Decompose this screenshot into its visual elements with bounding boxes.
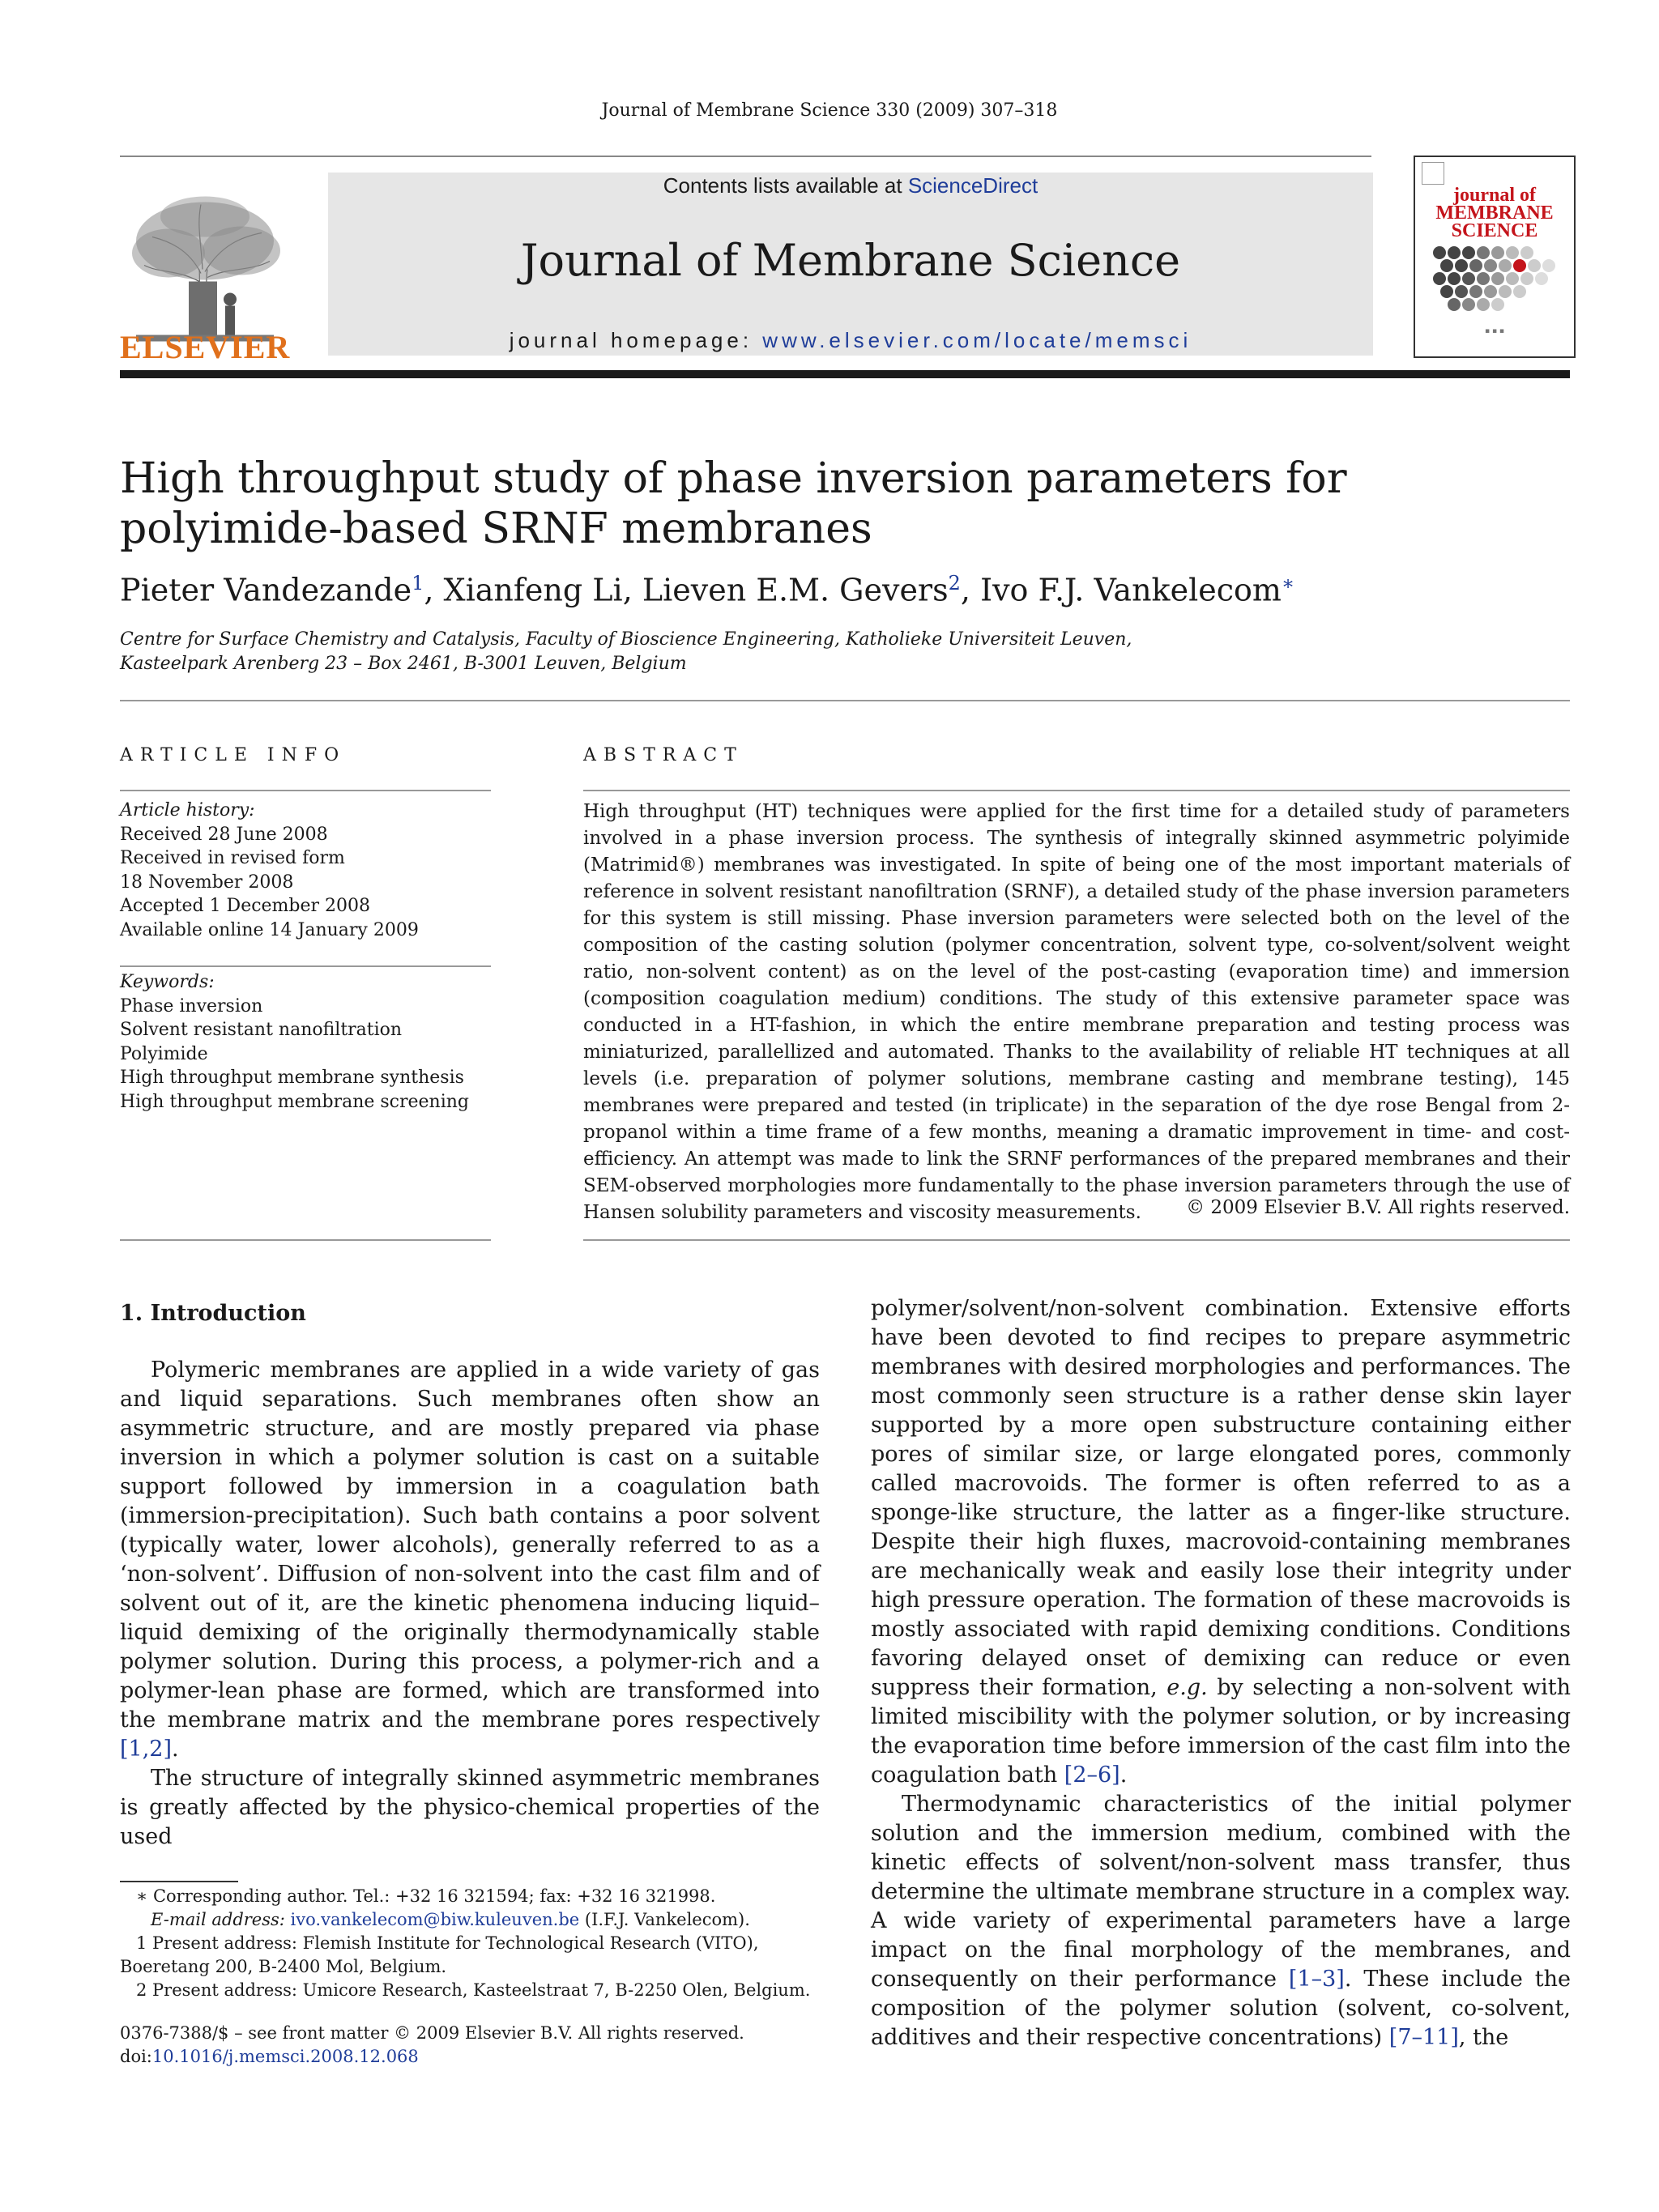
affiliation-line: Kasteelpark Arenberg 23 – Box 2461, B-3001 Leuven, Belgium <box>120 654 687 674</box>
top-rule <box>120 156 1371 157</box>
doi-link[interactable]: 10.1016/j.memsci.2008.12.068 <box>151 2047 419 2066</box>
citation-link[interactable]: [7–11] <box>1388 2025 1459 2050</box>
running-head: Journal of Membrane Science 330 (2009) 307–318 <box>601 100 1058 121</box>
elsevier-wordmark: ELSEVIER <box>120 329 291 365</box>
journal-title: Journal of Membrane Science <box>520 235 1181 286</box>
email-suffix: (I.F.J. Vankelecom). <box>579 1910 750 1929</box>
journal-homepage <box>328 328 1373 353</box>
article-info-bottom-rule <box>120 1239 491 1241</box>
doi-line <box>120 2045 820 2069</box>
abstract-text: High throughput (HT) techniques were applied for the first time for a detailed study of parameters involved in a phase inversion process. The synthesis of integrally skinned asymmetric polyimide (Matrimid®) membranes was investigated. In spite of being one of the most important materials of reference in solvent resistant nanofiltration (SRNF), a detailed study of the phase inversion parameters for this system is still missing. Phase inversion parameters were selected both on the level of the composition of the casting solution (polymer concentration, solvent type, co-solvent/solvent weight ratio, non-solvent content) as on the level of the post-casting (evaporation time) and immersion (composition coagulation medium) conditions. The study of this extensive parameter space was conducted in a HT-fashion, in which the entire membrane preparation and testing process was miniaturized, parallellized and automated. Thanks to the availability of reliable HT techniques at all levels (i.e. preparation of polymer solutions, membrane casting and membrane testing), 145 membranes were prepared and tested (in triplicate) in the separation of the dye rose Bengal from 2-propanol within a time frame of a few months, meaning a dramatic improvement in time- and cost-efficiency. An attempt was made to link the SRNF performances of the prepared membranes and their SEM-observed morphologies more fundamentally to the phase inversion parameters through the use of Hansen solubility parameters and viscosity measurements. <box>583 801 1570 1223</box>
paragraph-text: polymer/solvent/non-solvent combination. Extensive efforts have been devoted to find recipes to prepare asymmetric membranes with desired morphologies and performances. The most commonly seen structure is a rather dense skin layer supported by a more open substructure containing either pores of similar size, or large elongated pores, commonly called macrovoids. The former is often referred to as a sponge-like structure, the latter as a finger-like structure. Despite their high fluxes, macrovoid-containing membranes are mechanically weak and easily lose their integrity under high pressure operation. The formation of these macrovoids is mostly associated with rapid demixing conditions. Conditions favoring delayed onset of demixing can reduce or even suppress their formation, <box>871 1296 1571 1700</box>
author-list: Pieter Vandezande$^1$, Xianfeng Li, Lieven E.M. Gevers$^2$, Ivo F.J. Vankelecom∗ <box>120 572 1295 608</box>
author-name: Lieven E.M. Gevers <box>642 572 949 608</box>
keyword: High throughput membrane screening <box>120 1091 470 1112</box>
email-link[interactable]: ivo.vankelecom@biw.kuleuven.be <box>290 1910 580 1929</box>
article-title: High throughput study of phase inversion parameters for polyimide-based SRNF membranes <box>120 454 1347 553</box>
history-item: Available online 14 January 2009 <box>120 919 419 940</box>
emphasis-eg: e.g. <box>1166 1675 1208 1700</box>
footnote-corresponding: ∗ Corresponding author. Tel.: +32 16 321594; fax: +32 16 321998. <box>136 1886 716 1906</box>
doi-label: doi: <box>120 2047 152 2066</box>
affiliation <box>120 628 1570 676</box>
history-item: Received 28 June 2008 <box>120 824 328 845</box>
paragraph-text: Thermodynamic characteristics of the initial polymer solution and the immersion medium, combined with the kinetic effects of solvent/non-solvent mass transfer, thus determine the ultimate membrane structure in a complex way. A wide variety of experimental parameters have a large impact on the final morphology of the membranes, and consequently on their performance <box>871 1792 1571 1992</box>
abstract-rule <box>583 790 1570 791</box>
keywords-label: Keywords: <box>120 972 215 992</box>
paragraph <box>871 1790 1571 2052</box>
keywords-rule <box>120 965 491 967</box>
abstract-heading: ABSTRACT <box>583 745 744 765</box>
history-label: Article history: <box>120 800 255 820</box>
author-name: Ivo F.J. Vankelecom <box>980 572 1282 608</box>
email-label: E-mail address: <box>151 1910 291 1929</box>
citation-link[interactable]: [2–6] <box>1064 1762 1120 1788</box>
paragraph-text: The structure of integrally skinned asymmetric membranes is greatly affected by the physico-chemical properties of the used <box>120 1766 820 1849</box>
paragraph: polymer/solvent/non-solvent combination. Extensive efforts have been devoted to find recipes to prepare asymmetric membranes with desired morphologies and performances. The most commonly seen structure is a rather dense skin layer supported by a more open substructure containing either pores of similar size, or large elongated pores, commonly called macrovoids. The former is often referred to as a sponge-like structure, the latter as a finger-like structure. Despite their high fluxes, macrovoid-containing membranes are mechanically weak and easily lose their integrity under high pressure operation. The formation of these macrovoids is mostly associated with rapid demixing conditions. Conditions favoring delayed onset of demixing can reduce or even suppress their formation, e.g. by selecting a non-solvent with limited miscibility with the polymer solution, or by increasing the evaporation time before immersion of the cast film into the coagulation bath [2–6]. <box>871 1296 1572 1788</box>
footnote-email <box>120 1908 820 1932</box>
affiliation-line: Centre for Surface Chemistry and Catalysis, Faculty of Bioscience Engineering, Katholieke Universiteit Leuven, <box>120 629 1132 650</box>
cover-molecule-graphic <box>1430 241 1559 319</box>
homepage-link[interactable]: www.elsevier.com/locate/memsci <box>762 328 1192 352</box>
citation-link[interactable]: [1,2] <box>120 1737 173 1762</box>
sciencedirect-link[interactable]: ScienceDirect <box>907 173 1038 198</box>
keyword: Polyimide <box>120 1043 208 1064</box>
left-column <box>120 1356 820 1852</box>
front-matter-info <box>120 2022 820 2069</box>
paragraph: Polymeric membranes are applied in a wide variety of gas and liquid separations. Such membranes often show an asymmetric structure, and are mostly prepared via phase inversion in which a polymer solution is cast on a suitable support followed by immersion in a coagulation bath (immersion-precipitation). Such bath contains a poor solvent (typically water, lower alcohols), generally referred to as a ‘non-solvent’. Diffusion of non-solvent into the cast film and of solvent out of it, are the kinetic phenomena inducing liquid–liquid demixing of the originally thermodynamically stable polymer solution. During this process, a polymer-rich and a polymer-lean phase are formed, which are transformed into the membrane matrix and the membrane pores respectively [1,2]. <box>120 1357 820 1762</box>
corresponding-author-mark[interactable]: ∗ <box>1281 572 1295 595</box>
cover-publisher-icon <box>1422 162 1444 185</box>
abstract-copyright: © 2009 Elsevier B.V. All rights reserved. <box>1186 1197 1570 1218</box>
paragraph-text: by selecting a non-solvent with limited miscibility with the polymer solution, or by increasing the evaporation time before immersion of the cast film into the coagulation bath <box>871 1675 1572 1788</box>
contents-prefix: Contents lists available at <box>663 173 908 198</box>
history-item: Received in revised form <box>120 848 345 868</box>
keyword: Phase inversion <box>120 995 263 1016</box>
keyword: Solvent resistant nanofiltration <box>120 1020 403 1040</box>
keyword: High throughput membrane synthesis <box>120 1068 464 1088</box>
title-rule <box>120 700 1570 701</box>
author-name: Xianfeng Li <box>443 572 623 608</box>
paragraph <box>120 1764 820 1852</box>
article-history <box>120 799 491 942</box>
footnote-1: 1 Present address: Flemish Institute for Technological Research (VITO), Boeretang 200, B-2400 Mol, Belgium. <box>120 1933 759 1976</box>
citation-link[interactable]: [1–3] <box>1288 1967 1345 1992</box>
history-item: Accepted 1 December 2008 <box>120 896 371 916</box>
history-item: 18 November 2008 <box>120 872 294 893</box>
contents-line <box>328 173 1373 198</box>
section-heading-introduction: 1. Introduction <box>120 1301 306 1326</box>
paragraph-text: , the <box>1458 2025 1509 2050</box>
footnote-2: 2 Present address: Umicore Research, Kasteelstraat 7, B-2250 Olen, Belgium. <box>136 1980 811 2000</box>
paragraph-text: . These include the composition of the polymer solution (solvent, co-solvent, additives and their respective concentrations) <box>871 1967 1571 2050</box>
homepage-prefix: journal homepage: <box>509 328 763 352</box>
paragraph-text: Polymeric membranes are applied in a wide variety of gas and liquid separations. Such membranes often show an asymmetric structure, and are mostly prepared via phase inversion in which a polymer solution is cast on a suitable support followed by immersion in a coagulation bath (immersion-precipitation). Such bath contains a poor solvent (typically water, lower alcohols), generally referred to as a ‘non-solvent’. Diffusion of non-solvent into the cast film and of solvent out of it, are the kinetic phenomena inducing liquid–liquid demixing of the originally thermodynamically stable polymer solution. During this process, a polymer-rich and a polymer-lean phase are formed, which are transformed into the membrane matrix and the membrane pores respectively <box>120 1357 820 1733</box>
abstract-bottom-rule <box>583 1239 1570 1241</box>
footnote-rule <box>120 1881 238 1882</box>
journal-cover-thumbnail <box>1414 156 1576 358</box>
cover-footer-mark: ▪ ▪ ▪ <box>1484 327 1505 335</box>
author-mark[interactable]: 1 <box>412 572 424 595</box>
keywords <box>120 970 491 1114</box>
right-column <box>871 1294 1571 2052</box>
cover-title: journal of MEMBRANE SCIENCE <box>1435 185 1554 241</box>
header-thick-rule <box>120 370 1570 378</box>
article-info-rule <box>120 790 491 791</box>
author-mark[interactable]: 2 <box>948 572 961 595</box>
footnotes <box>120 1885 820 2002</box>
article-info-heading: ARTICLE INFO <box>120 745 347 765</box>
author-name: Pieter Vandezande <box>120 572 412 608</box>
issn-line: 0376-7388/$ – see front matter © 2009 Elsevier B.V. All rights reserved. <box>120 2023 744 2043</box>
